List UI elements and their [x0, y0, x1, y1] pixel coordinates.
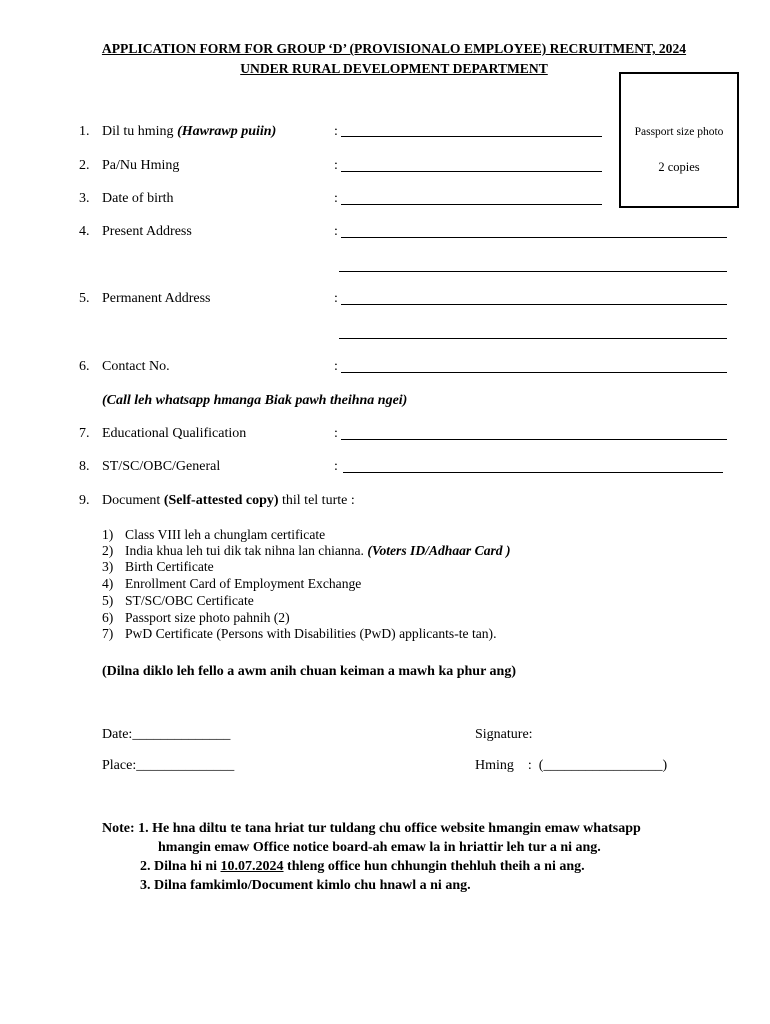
- note-line-1: Note: 1. He hna diltu te tana hriat tur tuldang chu office website hmangin emaw whatsapp: [102, 821, 641, 836]
- field-colon-5: :: [334, 291, 338, 306]
- contact-note: (Call leh whatsapp hmanga Biak pawh theihna ngei): [102, 393, 408, 408]
- document-item-id-types: (Voters ID/Adhaar Card ): [367, 543, 511, 558]
- field-colon-7: :: [334, 426, 338, 441]
- field-number-4: 4.: [79, 224, 90, 239]
- documents-heading: [102, 493, 355, 509]
- field-label-dob: Date of birth: [102, 191, 174, 206]
- photo-box-label: Passport size photo: [634, 126, 724, 138]
- document-item-number: 1): [102, 527, 114, 542]
- category-input-line[interactable]: [343, 472, 723, 473]
- field-colon-4: :: [334, 224, 338, 239]
- document-item-text: India khua leh tui dik tak nihna lan chianna.: [125, 543, 368, 558]
- note-line-3-pre: 2. Dilna hi ni: [140, 859, 221, 874]
- photo-box-copies: 2 copies: [658, 160, 700, 174]
- form-title-line2: UNDER RURAL DEVELOPMENT DEPARTMENT: [240, 61, 548, 76]
- field-number-6: 6.: [79, 359, 90, 374]
- note-deadline-date: 10.07.2024: [220, 859, 284, 874]
- field-label-present-address: Present Address: [102, 224, 192, 239]
- document-item-number: 7): [102, 626, 114, 641]
- field-colon-2: :: [334, 158, 338, 173]
- documents-heading-post: thil tel turte :: [278, 493, 355, 508]
- documents-heading-pre: Document: [102, 493, 164, 508]
- present-address-input-line-2[interactable]: [339, 271, 727, 272]
- field-number-2: 2.: [79, 158, 90, 173]
- field-label-name-text: Dil tu hming: [102, 124, 178, 139]
- field-label-category: ST/SC/OBC/General: [102, 459, 221, 474]
- field-number-8: 8.: [79, 459, 90, 474]
- document-item-number: 5): [102, 593, 114, 608]
- document-item: [102, 610, 290, 626]
- document-item-number: 6): [102, 610, 114, 625]
- note-line-2: hmangin emaw Office notice board-ah emaw la in hriattir leh tur a ni ang.: [158, 840, 601, 855]
- document-item-text: PwD Certificate (Persons with Disabilities (PwD) applicants-te tan).: [125, 626, 497, 641]
- signature-field[interactable]: Signature:: [475, 727, 533, 742]
- contact-input-line[interactable]: [341, 372, 727, 373]
- documents-heading-bold: (Self-attested copy): [163, 493, 279, 508]
- field-colon-1: :: [334, 124, 338, 139]
- dob-input-line[interactable]: [341, 204, 602, 205]
- note-line-3-post: thleng office hun chhungin thehluh theih a ni ang.: [283, 859, 585, 874]
- field-number-3: 3.: [79, 191, 90, 206]
- note-line-3: [140, 859, 585, 875]
- permanent-address-input-line-1[interactable]: [341, 304, 727, 305]
- document-item-text: Enrollment Card of Employment Exchange: [125, 576, 362, 591]
- declaration-note: (Dilna diklo leh fello a awm anih chuan keiman a mawh ka phur ang): [102, 664, 516, 679]
- field-number-7: 7.: [79, 426, 90, 441]
- place-field[interactable]: Place:______________: [102, 758, 235, 773]
- field-label-name: [102, 124, 276, 140]
- permanent-address-input-line-2[interactable]: [339, 338, 727, 339]
- field-label-education: Educational Qualification: [102, 426, 247, 441]
- document-item-text: Birth Certificate: [125, 559, 214, 574]
- document-item: [102, 593, 254, 609]
- field-label-contact: Contact No.: [102, 359, 170, 374]
- field-number-5: 5.: [79, 291, 90, 306]
- note-line-4: 3. Dilna famkimlo/Document kimlo chu hnawl a ni ang.: [140, 878, 471, 893]
- field-label-permanent-address: Permanent Address: [102, 291, 211, 306]
- document-item-text: ST/SC/OBC Certificate: [125, 593, 254, 608]
- parent-name-input-line[interactable]: [341, 171, 602, 172]
- education-input-line[interactable]: [341, 439, 727, 440]
- document-item: [102, 576, 361, 592]
- document-item-text: Passport size photo pahnih (2): [125, 610, 290, 625]
- field-colon-8: :: [334, 459, 338, 474]
- form-title-line1: APPLICATION FORM FOR GROUP ‘D’ (PROVISIONALO EMPLOYEE) RECRUITMENT, 2024: [101, 41, 687, 56]
- field-label-parent-name: Pa/Nu Hming: [102, 158, 180, 173]
- document-item-text: Class VIII leh a chunglam certificate: [125, 527, 326, 542]
- name-input-line[interactable]: [341, 136, 602, 137]
- passport-photo-box: [619, 72, 739, 208]
- document-item-number: 2): [102, 543, 114, 558]
- field-number-1: 1.: [79, 124, 90, 139]
- document-item: [102, 626, 497, 642]
- field-number-9: 9.: [79, 493, 90, 508]
- date-field[interactable]: Date:______________: [102, 727, 231, 742]
- field-colon-6: :: [334, 359, 338, 374]
- field-label-name-hint: (Hawrawp puiin): [177, 124, 277, 139]
- hming-field[interactable]: Hming : (_________________): [475, 758, 668, 773]
- document-item: [102, 527, 325, 543]
- field-colon-3: :: [334, 191, 338, 206]
- document-item-number: 4): [102, 576, 114, 591]
- document-item: [102, 559, 214, 575]
- present-address-input-line-1[interactable]: [341, 237, 727, 238]
- document-item: [102, 543, 511, 559]
- document-item-number: 3): [102, 559, 114, 574]
